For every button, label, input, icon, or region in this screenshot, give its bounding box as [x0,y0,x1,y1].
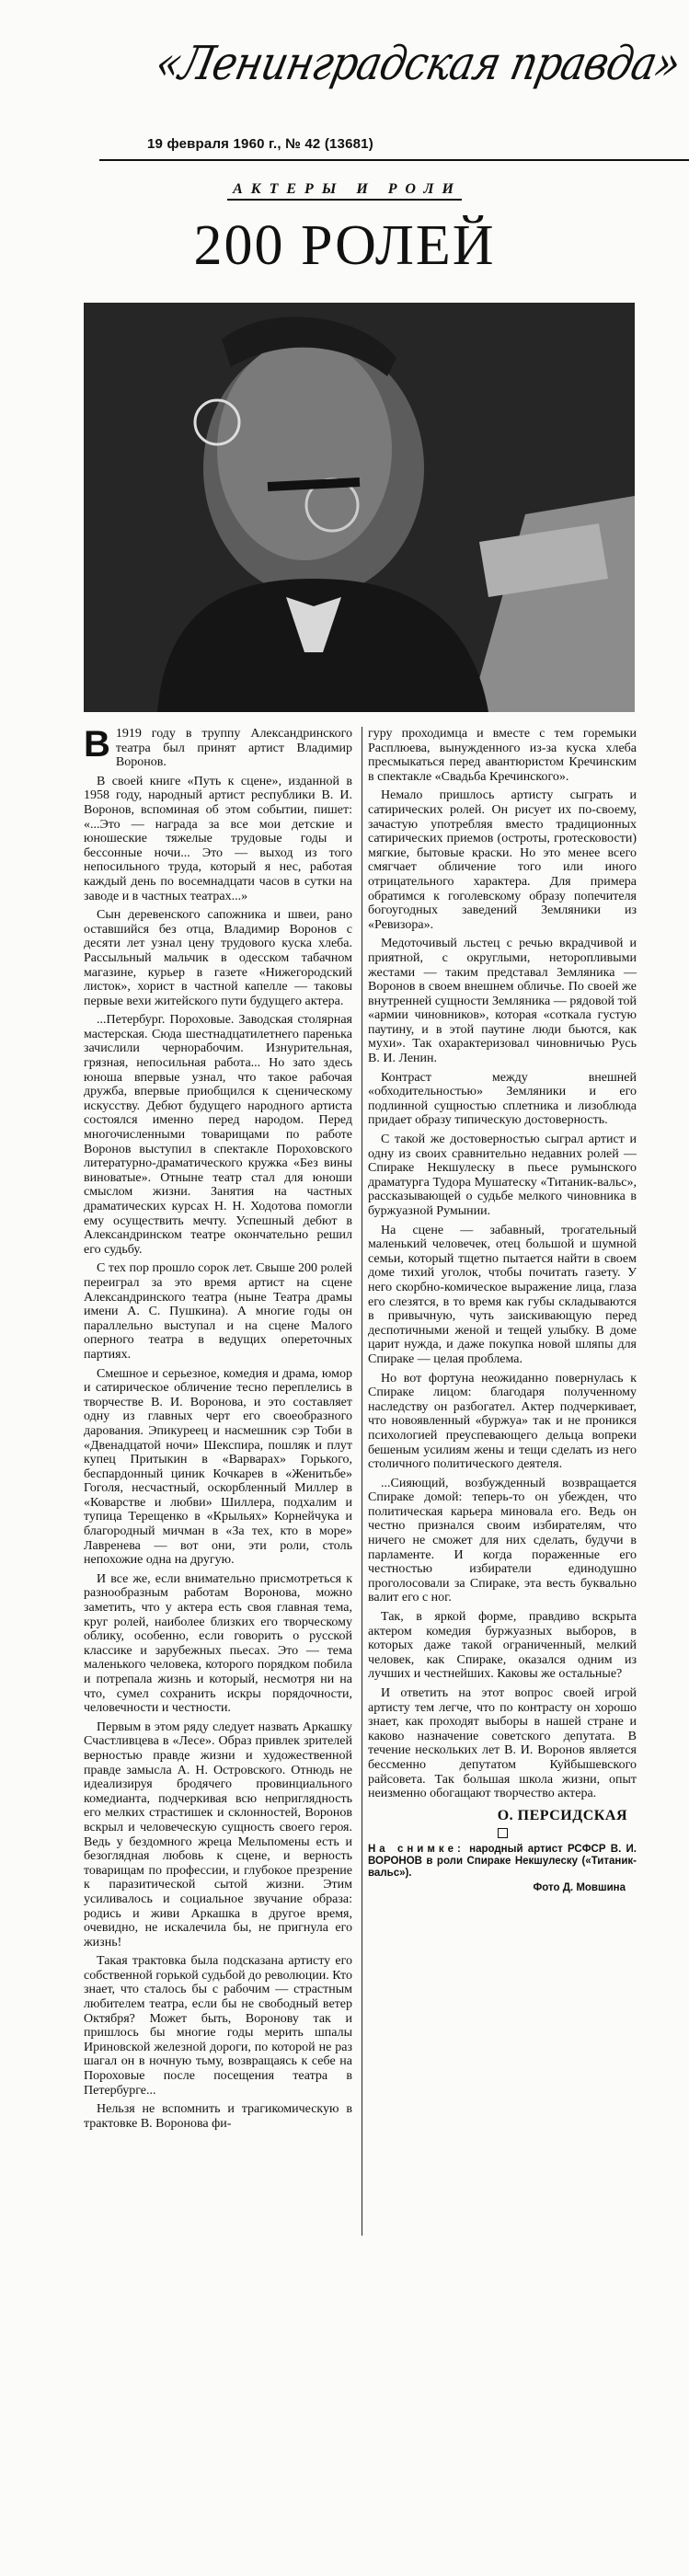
article-paragraph [84,724,352,770]
portrait-image [84,303,635,712]
article-paragraph: На сцене — забавный, трогательный маленький человечек, отец большой и шумной семьи, который тщетно пытается найти в своем доме тихий уголок, чтобы почитать газету. У него скорбно-комическое выражение лица, глаза его слезятся, в то время как губы складываются в привычную, чуть заискивающую перед деспотичными женой и тещей улыбку. В доме царит нужда, и даже покупка новой шляпы для Спираке — целая проблема. [368,1223,637,1366]
rubric-label: АКТЕРЫ И РОЛИ [227,181,462,201]
article-paragraph: Первым в этом ряду следует назвать Аркашку Счастливцева в «Лесе». Образ привлек зрителей верностью правде жизни и художественной правде замысла А. Н. Островского. Отнюдь не идеализируя бродячего провинциального комедианта, подчеркивая всю неприглядность его мелких страстишек и склонностей, Воронов вскрыл и человеческую сущность своего героя. Ведь у бездомного жреца Мельпомены есть и безоглядная любовь к сцене, и верность товарищам по профессии, и глубокое презрение к паразитической сытой жизни. Этим усиливалось и социальное звучание образа: родись и живи Аркашка в другое время, очевидно, не искалечила бы, не пригнула его жизнь! [84,1719,352,1949]
article-paragraph: И все же, если внимательно присмотреться к разнообразным работам Воронова, можно заметить, что у актера есть своя главная тема, круг ролей, наиболее близких его творческому облику, особенно, если говорить о русской классике и зарубежных пьесах. Это — тема маленького человека, которого порядком побила и потрепала жизнь и который, несмотря ни на что, сумел сохранить искры порядочности, человечности и честности. [84,1571,352,1716]
issue-date-line: 19 февраля 1960 г., № 42 (13681) [147,136,373,152]
handwritten-title-text: «Ленинградская правда» [150,37,685,91]
handwritten-newspaper-title [150,28,685,110]
article-paragraph: ...Сияющий, возбужденный возвращается Спираке домой: теперь-то он убежден, что политическая карьера миновала его. Ведь он честно признался своим избирателям, что ничего не сможет для них сделать, будучи в парламенте. И когда пораженные его честностью избиратели единодушно проголосовали за Спираке, эта весть буквально валит его с ног. [368,1476,637,1605]
article-paragraph: С такой же достоверностью сыграл артист и одну из своих сравнительно недавних ролей — Спираке Некшулеску в пьесе румынского драматурга Тудора Мушатеску «Титаник-вальс», рассказывающей о судьбе мелкого чиновника в буржуазной Румынии. [368,1133,637,1218]
caption-lead: На снимке: [368,1844,465,1856]
headline: 200 РОЛЕЙ [193,214,496,277]
actor-photo [84,303,635,712]
article-paragraph: Смешное и серьезное, комедия и драма, юмор и сатирическое обличение тесно переплелись в творчестве В. И. Воронова, и это составляет одну из главных черт его своеобразного дарования. Эпикуреец и насмешник сэр Тоби в «Двенадцатой ночи» Шекспира, пошляк и плут купец Притыкин в «Варварах» Горького, беспардонный циник Кочкарев в «Женитьбе» Гоголя, несчастный, оскорбленный Миллер в «Коварстве и любви» Шиллера, подхалим и тупица Терещенко в «Крыльях» Корнейчука и благородный мичман в «За тех, кто в море» Лавренева — вот они, эти роли, столь непохожие одна на другую. [84,1366,352,1568]
separator-square-icon [498,1828,508,1838]
article-right-column [368,727,637,1896]
article-left-column [84,724,352,2135]
article-paragraph: ...Петербург. Пороховые. Заводская столярная мастерская. Сюда шестнадцатилетнего паренька зачислили чернорабочим. Изнурительная, грязная, непосильная работа... Но зато здесь юноша впервые узнал, что такое рабочая дружба, впервые приобщился к сценическому искусству. Дебют будущего народного артиста состоялся именно перед народом. Перед многочисленными товарищами по работе Воронов выступил в спектакле Пороховского литературно-драматического кружка «Без вины виноватые». Отныне театр стал для юноши смыслом жизни. Занятия на частных драматических курсах Н. Н. Ходотова помогли ему осуществить мечту. Успешный дебют в Александринском театре окончательно решил его судьбу. [84,1013,352,1257]
article-paragraph: Нельзя не вспомнить и трагикомическую в трактовке В. Воронова фи- [84,2102,352,2131]
caption-text: народный артист РСФСР В. И. ВОРОНОВ в роли Спираке Некшулеску («Титаник-вальс»). [368,1844,637,1880]
article-paragraph: Но вот фортуна неожиданно повернулась к Спираке лицом: благодаря полученному наследству он разбогател. Актер подчеркивает, что новоявленный «буржуа» так и не проникся психологией преуспевающего дельца вопреки бешеным усилиям жены и тещи сделать из него столичного политического деятеля. [368,1371,637,1472]
author-signature: О. ПЕРСИДСКАЯ [497,1807,627,1823]
article-paragraph: В своей книге «Путь к сцене», изданной в 1958 году, народный артист республики В. И. Воронов, вспоминая об этом событии, пишет: «...Это — награда за все мои детские и юношеские тяжелые трудовые годы и бессонные ночи... Это — выход из того непосильного труда, который я нес, работая каждый день по восемнадцати часов в сутки на заводе и в частных театрах...» [84,774,352,903]
article-paragraph: Сын деревенского сапожника и швеи, рано оставшийся без отца, Владимир Воронов с десяти лет узнал цену трудового куска хлеба. Рассыльный мальчик в одесском табачном магазине, курьер в газете «Нижегородский листок», хорист в частной капелле — таковы первые вехи житейского пути будущего актера. [84,908,352,1008]
drop-cap: В [84,724,110,765]
header-rule [99,159,689,161]
rubric [0,181,689,198]
article-paragraph: Медоточивый льстец с речью вкрадчивой и приятной, с округлыми, неторопливыми жестами — таким представал Земляника — Воронов в своем внешнем обличье. По своей же внутренней сущности Земляника — рядовой той «армии чиновников», которая «соткала густую паутину, и в этой паутине люди бьются, как мухи». Так охарактеризовал чиновничью Русь В. И. Ленин. [368,937,637,1066]
article-paragraph: Немало пришлось артисту сыграть и сатирических ролей. Он рисует их по-своему, зачастую употребляя вместо традиционных сатирических приемов (остроты, гротесковости) мягкие, бытовые краски. Но это менее всего смягчает обличение того или иного отрицательного характера. Для примера обратимся к гоголевскому образу попечителя богоугодных заведений Земляники из «Ревизора». [368,788,637,932]
paragraph-text: 1919 году в труппу Александринского театра был принят артист Владимир Воронов. [115,727,352,770]
article-paragraph: С тех пор прошло сорок лет. Свыше 200 ролей переиграл за это время артист на сцене Александринского театра (ныне Театра драмы имени А. С. Пушкина). А многие годы он параллельно выступал и на сцене Малого оперного театра в ведущих опереточных партиях. [84,1261,352,1362]
photo-credit: Фото Д. Мовшина [533,1882,626,1894]
article-paragraph: И ответить на этот вопрос своей игрой артисту тем легче, что по контрасту он хорошо знает, как проходят выборы в нашей стране и каково назначение советского депутата. В течение нескольких лет В. И. Воронов является бессменно депутатом Куйбышевского райсовета. Так большая школа жизни, опыт неизменно обогащают творчество актера. [368,1686,637,1801]
article-paragraph: Так, в яркой форме, правдиво вскрыта актером комедия буржуазных выборов, в которых даже такой ограниченный, мелкий человек, как Спираке, оказался одним из лучших и честнейших. Каковы же остальные? [368,1610,637,1682]
article-paragraph: Контраст между внешней «обходительностью» Земляники и его подлинной сущностью сплетника и лизоблюда придает образу типическую достоверность. [368,1070,637,1128]
article-paragraph: Такая трактовка была подсказана артисту его собственной горькой судьбой до революции. Кто знает, что сталось бы с рабочим — страстным любителем театра, если бы не свободный ветер Октября? Может быть, Воронову так и пришлось бы многие годы мерить шпалы Ириновской железной дороги, по которой не раз шагал он в ночную тьму, возвращаясь к себе на Пороховые после посещения театра в Петербурге... [84,1954,352,2098]
photo-caption [368,1844,637,1880]
article-paragraph: гуру проходимца и вместе с тем горемыки Расплюева, вынужденного из-за куска хлеба пресмыкаться перед авантюристом Кречинским в спектакле «Свадьба Кречинского». [368,727,637,784]
